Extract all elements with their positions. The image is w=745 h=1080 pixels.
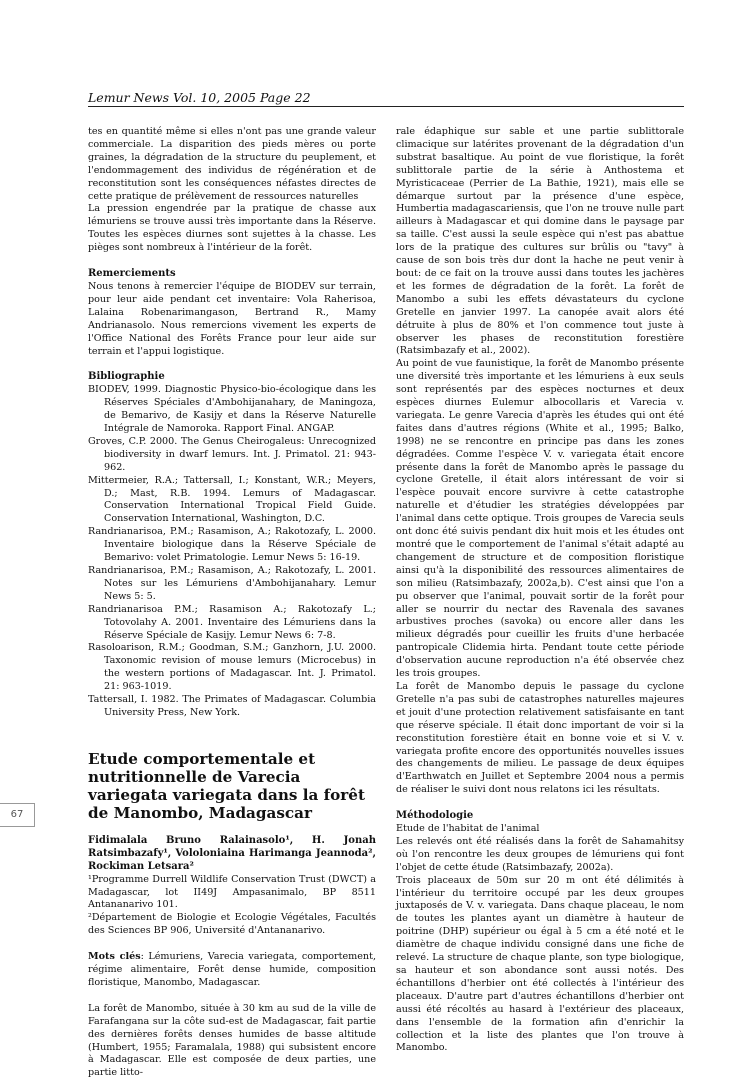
reference-item: Rasoloarison, R.M.; Goodman, S.M.; Ganzhorn, J.U. 2000. Taxonomic revision of mouse lemurs (Microcebus) in the western portions of Madagascar. Int. J. Primatol. 21: 963-1019. xyxy=(88,642,376,693)
keywords-label: Mots clés xyxy=(88,951,141,963)
running-header: Lemur News Vol. 10, 2005 Page 22 xyxy=(88,90,684,107)
article-title: Etude comportementale et nutritionnelle de Varecia variegata variegata dans la forêt de Manombo, Madagascar xyxy=(88,749,365,822)
body-paragraph-5: Trois placeaux de 50m sur 20 m ont été délimités à l'intérieur du territoire occupé par les deux groupes juxtaposés de V. v. variegata. Dans chaque placeau, le nom de toutes les plantes ayant un diamètre à hauteur de poitrine (DHP) supérieur ou égal à 5 cm a été noté et le diamètre de chaque individu consigné dans une fiche de relevé. La structure de chaque plante, son type biologique, sa hauteur et son abondance sont aussi notés. Des échantillons d'herbier ont été collectés à l'intérieur des placeaux. D'autre part d'autres échantillons d'herbier ont aussi été récoltés au hasard à l'extérieur des placeaux, dans l'ensemble de la formation afin d'enrichir la collection et la liste des plantes que l'on trouve à Manombo. xyxy=(396,874,684,1054)
left-column xyxy=(88,126,376,1080)
reference-item: BIODEV, 1999. Diagnostic Physico-bio-écologique dans les Réserves Spéciales d'Ambohijanahary, de Maningoza, de Bemarivo, de Kasijy et dans la Réserve Naturelle Intégrale de Namoroka. Rapport Final. ANGAP. xyxy=(88,384,376,435)
continued-paragraph-2: La pression engendrée par la pratique de chasse aux lémuriens se trouve aussi très importante dans la Réserve. Toutes les espèces diurnes sont sujettes à la chasse. Les pièges sont nombreux à l'intérieur de la forêt. xyxy=(88,203,376,254)
methodologie-heading: Méthodologie xyxy=(396,810,474,822)
affiliation-1: ¹Programme Durrell Wildlife Conservation Trust (DWCT) a Madagascar, lot II49J Ampasanimalo, BP 8511 Antananarivo 101. xyxy=(88,873,376,911)
body-paragraph-4: Les relevés ont été réalisés dans la forêt de Sahamahitsy où l'on rencontre les deux groupes de lémuriens qui font l'objet de cette étude (Ratsimbazafy, 2002a). xyxy=(396,835,684,873)
reference-item: Mittermeier, R.A.; Tattersall, I.; Konstant, W.R.; Meyers, D.; Mast, R.B. 1994. Lemurs of Madagascar. Conservation International Tropical Field Guide. Conservation International, Washington, D.C. xyxy=(88,474,376,525)
keywords xyxy=(88,951,376,990)
article-authors: Fidimalala Bruno Ralainasolo¹, H. Jonah Ratsimbazafy¹, Vololoniaina Harimanga Jeannoda², Rockiman Letsara² xyxy=(88,834,376,872)
bibliographie-heading: Bibliographie xyxy=(88,371,165,383)
page-tab-marker: 67 xyxy=(0,803,35,827)
right-column xyxy=(396,126,684,1055)
reference-list xyxy=(88,384,376,720)
continued-paragraph-1: tes en quantité même si elles n'ont pas une grande valeur commerciale. La disparition des pieds mères ou porte graines, la dégradation de la structure du peuplement, et l'endommagement des individus de régénération et de reconstitution sont les conséquences néfastes directes de cette pratique de prélèvement de ressources naturelles xyxy=(88,126,376,202)
body-paragraph-1: rale édaphique sur sable et une partie sublittorale climacique sur latérites provenant de la dégradation d'un substrat basaltique. Au point de vue floristique, la forêt sublittorale partie de la série à Anthostema et Myristicaceae (Perrier de La Bathie, 1921), mais elle se démarque surtout par la présence d'une espèce, Humbertia madagascariensis, que l'on ne trouve nulle part ailleurs à Madagascar et qui domine dans le paysage par sa taille. C'est aussi la seule espèce qui n'est pas abattue lors de la pratique des cultures sur brûlis ou "tavy" à cause de son bois très dur dont la hache ne peut venir à bout: de ce fait on la trouve aussi dans toutes les jachères et les formes de dégradation de la forêt. La forêt de Manombo a subi les effets dévastateurs du cyclone Gretelle en janvier 1997. La canopée avait alors été détruite à plus de 80% et l'on commence tout juste à observer les phases de reconstitution forestière (Ratsimbazafy et al., 2002). xyxy=(396,126,684,357)
body-paragraph-3: La forêt de Manombo depuis le passage du cyclone Gretelle n'a pas subi de catastrophes naturelles majeures et jouit d'une protection relativement satisfaisante en tant que réserve spéciale. Il était donc important de voir si la reconstitution forestière était en bonne voie et si V. v. variegata profite encore des opportunités nouvelles issues des changements de milieu. Le passage de deux équipes d'Earthwatch en Juillet et Septembre 2004 nous a permis de réaliser le suivi dont nous relatons ici les résultats. xyxy=(396,680,684,796)
remerciements-heading: Remerciements xyxy=(88,268,176,280)
affiliation-2: ²Département de Biologie et Ecologie Végétales, Facultés des Sciences BP 906, Université d'Antananarivo. xyxy=(88,912,376,937)
reference-item: Tattersall, I. 1982. The Primates of Madagascar. Columbia University Press, New York. xyxy=(88,694,376,718)
reference-item: Randrianarisoa, P.M.; Rasamison, A.; Rakotozafy, L. 2000. Inventaire biologique dans la Réserve Spéciale de Bemarivo: volet Primatologie. Lemur News 5: 16-19. xyxy=(88,526,376,564)
intro-paragraph: La forêt de Manombo, située à 30 km au sud de la ville de Farafangana sur la côte sud-est de Madagascar, fait partie des dernières forêts denses humides de basse altitude (Humbert, 1955; Faramalala, 1988) qui subsistent encore à Madagascar. Elle est composée de deux parties, une partie litto- xyxy=(88,1002,376,1079)
methodologie-subheading: Etude de l'habitat de l'animal xyxy=(396,823,540,835)
reference-item: Randrianarisoa P.M.; Rasamison A.; Rakotozafy L.; Totovolahy A. 2001. Inventaire des Lémuriens dans la Réserve Spéciale de Kasijy. Lemur News 6: 7-8. xyxy=(88,603,376,641)
keywords-text: : Lémuriens, Varecia variegata, comportement, régime alimentaire, Forêt dense humide, composition floristique, Manombo, Madagascar. xyxy=(88,951,376,988)
body-paragraph-2: Au point de vue faunistique, la forêt de Manombo présente une diversité très importante et les lémuriens à eux seuls sont représentés par des espèces nocturnes et deux espèces diurnes Eulemur albocollaris et Varecia v. variegata. Le genre Varecia d'après les études qui ont été faites dans d'autres régions (White et al., 1995; Balko, 1998) ne se rencontre en principe pas dans les zones dégradées. Comme l'espèce V. v. variegata était encore présente dans la forêt de Manombo après le passage du cyclone Gretelle, il était alors intéressant de voir si l'espèce pouvait encore survivre à cette catastrophe naturelle et d'étudier les stratégies développées par l'animal dans cette optique. Trois groupes de Varecia seuls ont donc été suivis pendant dix huit mois et les études ont montré que le comportement de l'animal s'était adapté au changement de structure et de composition floristique ainsi qu'à la disponibilité des ressources alimentaires de son milieu (Ratsimbazafy, 2002a,b). C'est ainsi que l'on a pu observer que l'animal, pouvait sortir de la forêt pour aller se nourrir du nectar des Ravenala des savanes arbustives proches (savoka) ou encore aller dans les milieux dégradés pour cueillir les fruits d'une herbacée pantropicale Clidemia hirta. Pendant toute cette période d'observation aucune reproduction n'a été observée chez les trois groupes. xyxy=(396,358,684,680)
reference-item: Groves, C.P. 2000. The Genus Cheirogaleus: Unrecognized biodiversity in dwarf lemurs. Int. J. Primatol. 21: 943-962. xyxy=(88,435,376,473)
remerciements-text: Nous tenons à remercier l'équipe de BIODEV sur terrain, pour leur aide pendant cet inventaire: Vola Raherisoa, Lalaina Robenarimangason, Bertrand R., Mamy Andrianasolo. Nous remercions vivement les experts de l'Office National des Forêts France pour leur aide sur terrain et l'appui logistique. xyxy=(88,280,376,357)
reference-item: Randrianarisoa, P.M.; Rasamison, A.; Rakotozafy, L. 2001. Notes sur les Lémuriens d'Ambohijanahary. Lemur News 5: 5. xyxy=(88,565,376,602)
